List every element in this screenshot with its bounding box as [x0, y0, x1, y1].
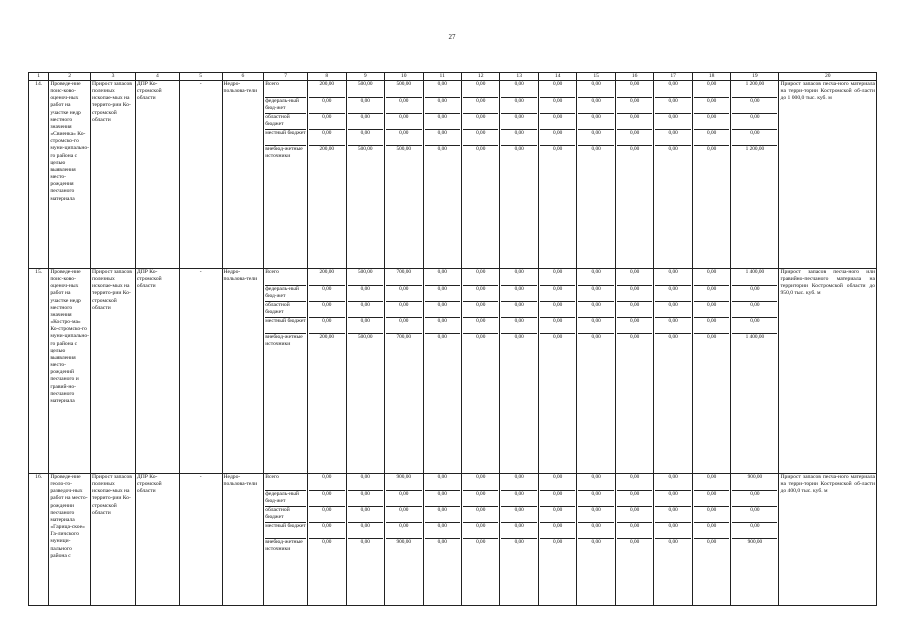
event-name: Проведе-ние геоло-го-разведоч-ных работ на место-рождении песчаного материала «Гарица-ское» Га-личского муници-пального района с: [49, 474, 91, 606]
funding-source-label: Всего: [265, 269, 306, 286]
value-cell: 0,00: [476, 146, 486, 152]
value-cell: 0,00: [655, 523, 690, 539]
value-cell: 0,00: [386, 523, 421, 539]
value-cell: 0,00: [425, 81, 460, 98]
co-executor: -: [179, 474, 222, 606]
value-cell: 0,00: [501, 130, 536, 146]
value-cell: 0,00: [540, 318, 575, 334]
expected-result: Прирост запасов песча-ного материала на терри-тории Костромской об-ласти до 400,0 тыс. куб. м: [779, 474, 877, 606]
value-column-8: [308, 474, 346, 606]
value-cell: 0,00: [514, 334, 524, 340]
value-cell: 0,00: [591, 146, 601, 152]
value-cell: 0,00: [668, 146, 678, 152]
value-cell: 0,00: [501, 491, 536, 507]
value-cell: 0,00: [617, 114, 652, 130]
event-goal: Прирост запасов полезных ископае-мых на террито-рии Ко-стромской области: [91, 474, 136, 606]
value-cell: 500,00: [396, 146, 412, 152]
value-cell: 0,00: [425, 130, 460, 146]
value-column-8: [308, 269, 346, 474]
value-cell: 0,00: [348, 491, 383, 507]
row-number: 14.: [29, 81, 49, 269]
value-cell: 0,00: [578, 269, 613, 286]
value-cell: 0,00: [706, 334, 717, 340]
value-cell: 0,00: [617, 130, 652, 146]
value-cell: 0,00: [476, 539, 486, 545]
co-executor: -: [179, 269, 222, 474]
value-cell: 200,00: [319, 146, 335, 152]
value-cell: 0,00: [591, 539, 601, 545]
column-header-4: 4: [135, 73, 179, 81]
value-cell: 0,00: [668, 539, 678, 545]
value-cell: 0,00: [463, 523, 498, 539]
value-cell: 0,00: [732, 318, 777, 334]
value-cell: 500,00: [386, 81, 421, 98]
value-cell: 0,00: [617, 269, 652, 286]
participants: Недро-пользова-тели: [222, 81, 264, 269]
value-cell: 0,00: [309, 491, 344, 507]
value-cell: 0,00: [463, 302, 498, 318]
column-header-15: 15: [577, 73, 615, 81]
executor: ДПР Ко-стромской области: [135, 81, 179, 269]
funding-source-label: Всего: [265, 81, 306, 98]
co-executor: -: [179, 81, 222, 269]
value-cell: 0,00: [578, 523, 613, 539]
value-cell: 0,00: [501, 523, 536, 539]
value-column-10: [385, 474, 423, 606]
funding-sources: [264, 474, 308, 606]
value-cell: 0,00: [655, 98, 690, 114]
value-cell: 0,00: [540, 114, 575, 130]
value-cell: 0,00: [386, 130, 421, 146]
value-cell: 0,00: [514, 539, 524, 545]
column-header-9: 9: [346, 73, 384, 81]
value-cell: 0,00: [501, 269, 536, 286]
value-cell: 0,00: [437, 334, 447, 340]
value-column-19: [731, 81, 779, 269]
funding-sources: [264, 269, 308, 474]
participants: Недро-пользова-тели: [222, 269, 264, 474]
value-cell: 0,00: [694, 302, 729, 318]
value-column-14: [538, 474, 576, 606]
value-cell: 0,00: [655, 302, 690, 318]
value-cell: 0,00: [501, 474, 536, 491]
value-cell: 0,00: [348, 130, 383, 146]
value-cell: 0,00: [630, 334, 640, 340]
column-header-10: 10: [385, 73, 423, 81]
funding-source-label: местный бюджет: [265, 318, 306, 334]
value-cell: 0,00: [425, 269, 460, 286]
value-cell: 0,00: [463, 474, 498, 491]
value-cell: 0,00: [348, 286, 383, 302]
funding-source-label: внебюд-жетные источники: [265, 539, 303, 553]
value-cell: 0,00: [437, 146, 447, 152]
value-cell: 0,00: [655, 507, 690, 523]
value-column-8: [308, 81, 346, 269]
value-cell: 0,00: [732, 130, 777, 146]
value-cell: 900,00: [386, 474, 421, 491]
value-cell: 0,00: [578, 507, 613, 523]
value-cell: 0,00: [463, 81, 498, 98]
value-cell: 0,00: [386, 507, 421, 523]
value-cell: 0,00: [732, 523, 777, 539]
value-cell: 0,00: [591, 334, 601, 340]
value-cell: 0,00: [463, 507, 498, 523]
value-cell: 0,00: [617, 507, 652, 523]
value-cell: 0,00: [553, 539, 563, 545]
value-cell: 0,00: [425, 114, 460, 130]
value-cell: 0,00: [617, 318, 652, 334]
executor: ДПР Ко-стромской области: [135, 269, 179, 474]
table-row: [29, 81, 877, 269]
value-cell: 0,00: [578, 286, 613, 302]
value-cell: 0,00: [617, 523, 652, 539]
value-cell: 0,00: [360, 539, 370, 545]
funding-sources: [264, 81, 308, 269]
value-cell: 0,00: [732, 491, 777, 507]
value-column-18: [692, 269, 730, 474]
value-cell: 0,00: [386, 286, 421, 302]
value-cell: 0,00: [732, 507, 777, 523]
value-cell: 0,00: [501, 507, 536, 523]
value-cell: 0,00: [501, 114, 536, 130]
value-cell: 0,00: [694, 318, 729, 334]
value-cell: 500,00: [348, 81, 383, 98]
column-header-17: 17: [654, 73, 692, 81]
column-header-18: 18: [692, 73, 730, 81]
value-cell: 0,00: [309, 130, 344, 146]
value-column-16: [615, 474, 653, 606]
value-cell: 0,00: [309, 474, 344, 491]
value-cell: 0,00: [425, 523, 460, 539]
value-cell: 0,00: [425, 318, 460, 334]
row-number: 16.: [29, 474, 49, 606]
value-cell: 0,00: [668, 334, 678, 340]
value-cell: 0,00: [425, 286, 460, 302]
value-cell: 0,00: [540, 302, 575, 318]
value-cell: 0,00: [463, 318, 498, 334]
value-cell: 0,00: [617, 302, 652, 318]
value-column-9: [346, 474, 384, 606]
value-cell: 0,00: [617, 286, 652, 302]
value-column-11: [423, 474, 461, 606]
value-cell: 200,00: [309, 269, 344, 286]
value-cell: 0,00: [425, 507, 460, 523]
value-cell: 0,00: [348, 474, 383, 491]
table-row: [29, 269, 877, 474]
value-cell: 0,00: [501, 318, 536, 334]
value-column-12: [461, 81, 499, 269]
value-cell: 0,00: [655, 114, 690, 130]
value-cell: 0,00: [540, 507, 575, 523]
value-column-13: [500, 269, 538, 474]
value-cell: 0,00: [617, 474, 652, 491]
value-cell: 0,00: [309, 523, 344, 539]
value-column-18: [692, 81, 730, 269]
value-cell: 500,00: [357, 334, 373, 340]
value-cell: 0,00: [578, 81, 613, 98]
event-name: Проведе-ние поис-ково-оценоч-ных работ на участке недр местного значения «Костро-ма» Ко-стромско-го муни-ципально-го района с целью выявления место-рождений песчаного и гравий-но-песчаного материала: [49, 269, 91, 474]
value-column-15: [577, 269, 615, 474]
value-cell: 0,00: [425, 474, 460, 491]
value-cell: 0,00: [655, 269, 690, 286]
funding-source-label: областной бюджет: [265, 507, 306, 523]
column-header-11: 11: [423, 73, 461, 81]
value-column-10: [385, 81, 423, 269]
funding-source-label: областной бюджет: [265, 302, 306, 318]
value-cell: 900,00: [396, 539, 412, 545]
value-column-18: [692, 474, 730, 606]
value-cell: 0,00: [501, 98, 536, 114]
value-cell: 0,00: [617, 98, 652, 114]
value-cell: 0,00: [694, 491, 729, 507]
value-cell: 0,00: [476, 334, 486, 340]
value-cell: 1 200,00: [732, 81, 777, 98]
funding-source-label: федераль-ный бюд-жет: [265, 491, 306, 507]
value-cell: 0,00: [425, 98, 460, 114]
column-header-1: 1: [29, 73, 49, 81]
value-column-16: [615, 81, 653, 269]
column-header-6: 6: [222, 73, 264, 81]
value-cell: 900,00: [732, 474, 777, 491]
value-cell: 700,00: [386, 269, 421, 286]
column-header-5: 5: [179, 73, 222, 81]
value-cell: 500,00: [357, 146, 373, 152]
column-header-7: 7: [264, 73, 308, 81]
event-goal: Прирост запасов полезных ископае-мых на террито-рии Ко-стромской области: [91, 81, 136, 269]
value-cell: 0,00: [617, 491, 652, 507]
column-header-20: 20: [779, 73, 877, 81]
value-cell: 0,00: [655, 286, 690, 302]
value-column-12: [461, 269, 499, 474]
value-column-17: [654, 474, 692, 606]
funding-source-label: внебюд-жетные источники: [265, 334, 303, 348]
value-column-9: [346, 81, 384, 269]
value-cell: 0,00: [309, 507, 344, 523]
value-cell: 0,00: [463, 491, 498, 507]
value-cell: 0,00: [694, 286, 729, 302]
header-row: [29, 73, 877, 81]
value-cell: 0,00: [463, 114, 498, 130]
value-cell: 0,00: [540, 474, 575, 491]
funding-source-label: федераль-ный бюд-жет: [265, 98, 306, 114]
value-cell: 0,00: [514, 146, 524, 152]
funding-source-label: местный бюджет: [265, 523, 306, 539]
value-cell: 0,00: [655, 81, 690, 98]
funding-source-label: Всего: [265, 474, 306, 491]
value-cell: 0,00: [578, 318, 613, 334]
value-cell: 0,00: [553, 334, 563, 340]
value-cell: 0,00: [309, 286, 344, 302]
table-row: [29, 474, 877, 606]
value-cell: 0,00: [540, 130, 575, 146]
value-cell: 0,00: [655, 130, 690, 146]
page-number: 27: [448, 33, 456, 41]
value-column-15: [577, 474, 615, 606]
value-cell: 0,00: [578, 474, 613, 491]
value-cell: 0,00: [578, 302, 613, 318]
value-cell: 0,00: [348, 98, 383, 114]
value-cell: 0,00: [578, 491, 613, 507]
value-cell: 0,00: [540, 523, 575, 539]
executor: ДПР Ко-стромской области: [135, 474, 179, 606]
value-cell: 0,00: [553, 146, 563, 152]
value-cell: 0,00: [348, 523, 383, 539]
value-column-13: [500, 81, 538, 269]
funding-source-label: местный бюджет: [265, 130, 306, 146]
value-cell: 0,00: [540, 98, 575, 114]
value-cell: 0,00: [630, 146, 640, 152]
value-cell: 0,00: [386, 114, 421, 130]
value-cell: 0,00: [694, 269, 729, 286]
funding-source-label: областной бюджет: [265, 114, 306, 130]
value-cell: 0,00: [617, 81, 652, 98]
value-cell: 0,00: [655, 491, 690, 507]
value-cell: 0,00: [540, 491, 575, 507]
value-column-17: [654, 81, 692, 269]
value-cell: 0,00: [655, 318, 690, 334]
value-cell: 0,00: [694, 81, 729, 98]
value-cell: 0,00: [348, 318, 383, 334]
value-column-13: [500, 474, 538, 606]
value-column-19: [731, 474, 779, 606]
value-cell: 700,00: [396, 334, 412, 340]
value-cell: 0,00: [463, 130, 498, 146]
row-number: 15.: [29, 269, 49, 474]
value-cell: 0,00: [706, 539, 717, 545]
value-cell: 0,00: [540, 81, 575, 98]
value-cell: 900,00: [747, 539, 763, 545]
event-name: Проведе-ние поис-ково-оценоч-ных работ на участке недр местного значения «Свиенка» Ко-стромско-го муни-ципально-го района с целью выявления место-рождения песчаного материала: [49, 81, 91, 269]
value-cell: 0,00: [425, 302, 460, 318]
value-cell: 0,00: [309, 114, 344, 130]
column-header-13: 13: [500, 73, 538, 81]
value-column-15: [577, 81, 615, 269]
column-header-2: 2: [49, 73, 91, 81]
value-cell: 0,00: [348, 302, 383, 318]
value-cell: 0,00: [386, 302, 421, 318]
value-cell: 0,00: [463, 98, 498, 114]
value-column-10: [385, 269, 423, 474]
funding-source-label: внебюд-жетные источники: [265, 146, 303, 160]
value-cell: 0,00: [386, 491, 421, 507]
value-cell: 500,00: [348, 269, 383, 286]
value-cell: 0,00: [501, 302, 536, 318]
participants: Недро-пользова-тели: [222, 474, 264, 606]
column-header-3: 3: [91, 73, 136, 81]
value-cell: 0,00: [386, 318, 421, 334]
value-column-11: [423, 269, 461, 474]
event-goal: Прирост запасов полезных ископае-мых на террито-рии Ко-стромской области: [91, 269, 136, 474]
value-cell: 0,00: [309, 302, 344, 318]
value-cell: 0,00: [348, 507, 383, 523]
program-table: [28, 72, 877, 606]
value-column-14: [538, 269, 576, 474]
value-cell: 0,00: [501, 286, 536, 302]
value-column-12: [461, 474, 499, 606]
column-header-14: 14: [538, 73, 576, 81]
value-column-11: [423, 81, 461, 269]
value-column-19: [731, 269, 779, 474]
value-cell: 0,00: [706, 146, 717, 152]
value-cell: 0,00: [578, 130, 613, 146]
value-cell: 0,00: [655, 474, 690, 491]
value-cell: 1 400,00: [732, 269, 777, 286]
value-cell: 0,00: [322, 539, 332, 545]
value-cell: 0,00: [732, 98, 777, 114]
value-column-14: [538, 81, 576, 269]
value-cell: 0,00: [732, 302, 777, 318]
value-cell: 0,00: [630, 539, 640, 545]
value-column-16: [615, 269, 653, 474]
value-cell: 0,00: [694, 523, 729, 539]
column-header-12: 12: [461, 73, 499, 81]
funding-source-label: федераль-ный бюд-жет: [265, 286, 306, 302]
column-header-19: 19: [731, 73, 779, 81]
value-cell: 0,00: [732, 286, 777, 302]
value-column-9: [346, 269, 384, 474]
value-cell: 0,00: [425, 491, 460, 507]
value-cell: 200,00: [319, 334, 335, 340]
value-cell: 0,00: [694, 130, 729, 146]
expected-result: Прирост запасов песча-ного или гравийно-песчаного материала на территории Костромской области до 950,0 тыс. куб. м: [779, 269, 877, 474]
value-cell: 0,00: [578, 114, 613, 130]
value-cell: 0,00: [501, 81, 536, 98]
value-column-17: [654, 269, 692, 474]
value-cell: 0,00: [309, 318, 344, 334]
value-cell: 0,00: [694, 507, 729, 523]
value-cell: 0,00: [309, 98, 344, 114]
value-cell: 0,00: [694, 474, 729, 491]
value-cell: 0,00: [694, 114, 729, 130]
column-header-16: 16: [615, 73, 653, 81]
column-header-8: 8: [308, 73, 346, 81]
value-cell: 0,00: [694, 98, 729, 114]
value-cell: 0,00: [578, 98, 613, 114]
value-cell: 0,00: [463, 286, 498, 302]
value-cell: 0,00: [348, 114, 383, 130]
value-cell: 0,00: [386, 98, 421, 114]
value-cell: 1 200,00: [745, 146, 765, 152]
value-cell: 200,00: [309, 81, 344, 98]
value-cell: 0,00: [540, 269, 575, 286]
value-cell: 0,00: [540, 286, 575, 302]
value-cell: 0,00: [463, 269, 498, 286]
value-cell: 1 400,00: [745, 334, 765, 340]
value-cell: 0,00: [437, 539, 447, 545]
value-cell: 0,00: [732, 114, 777, 130]
expected-result: Прирост запасов песча-ного материала на терри-тории Костромской об-ласти до 1 000,0 тыс. куб. м: [779, 81, 877, 269]
